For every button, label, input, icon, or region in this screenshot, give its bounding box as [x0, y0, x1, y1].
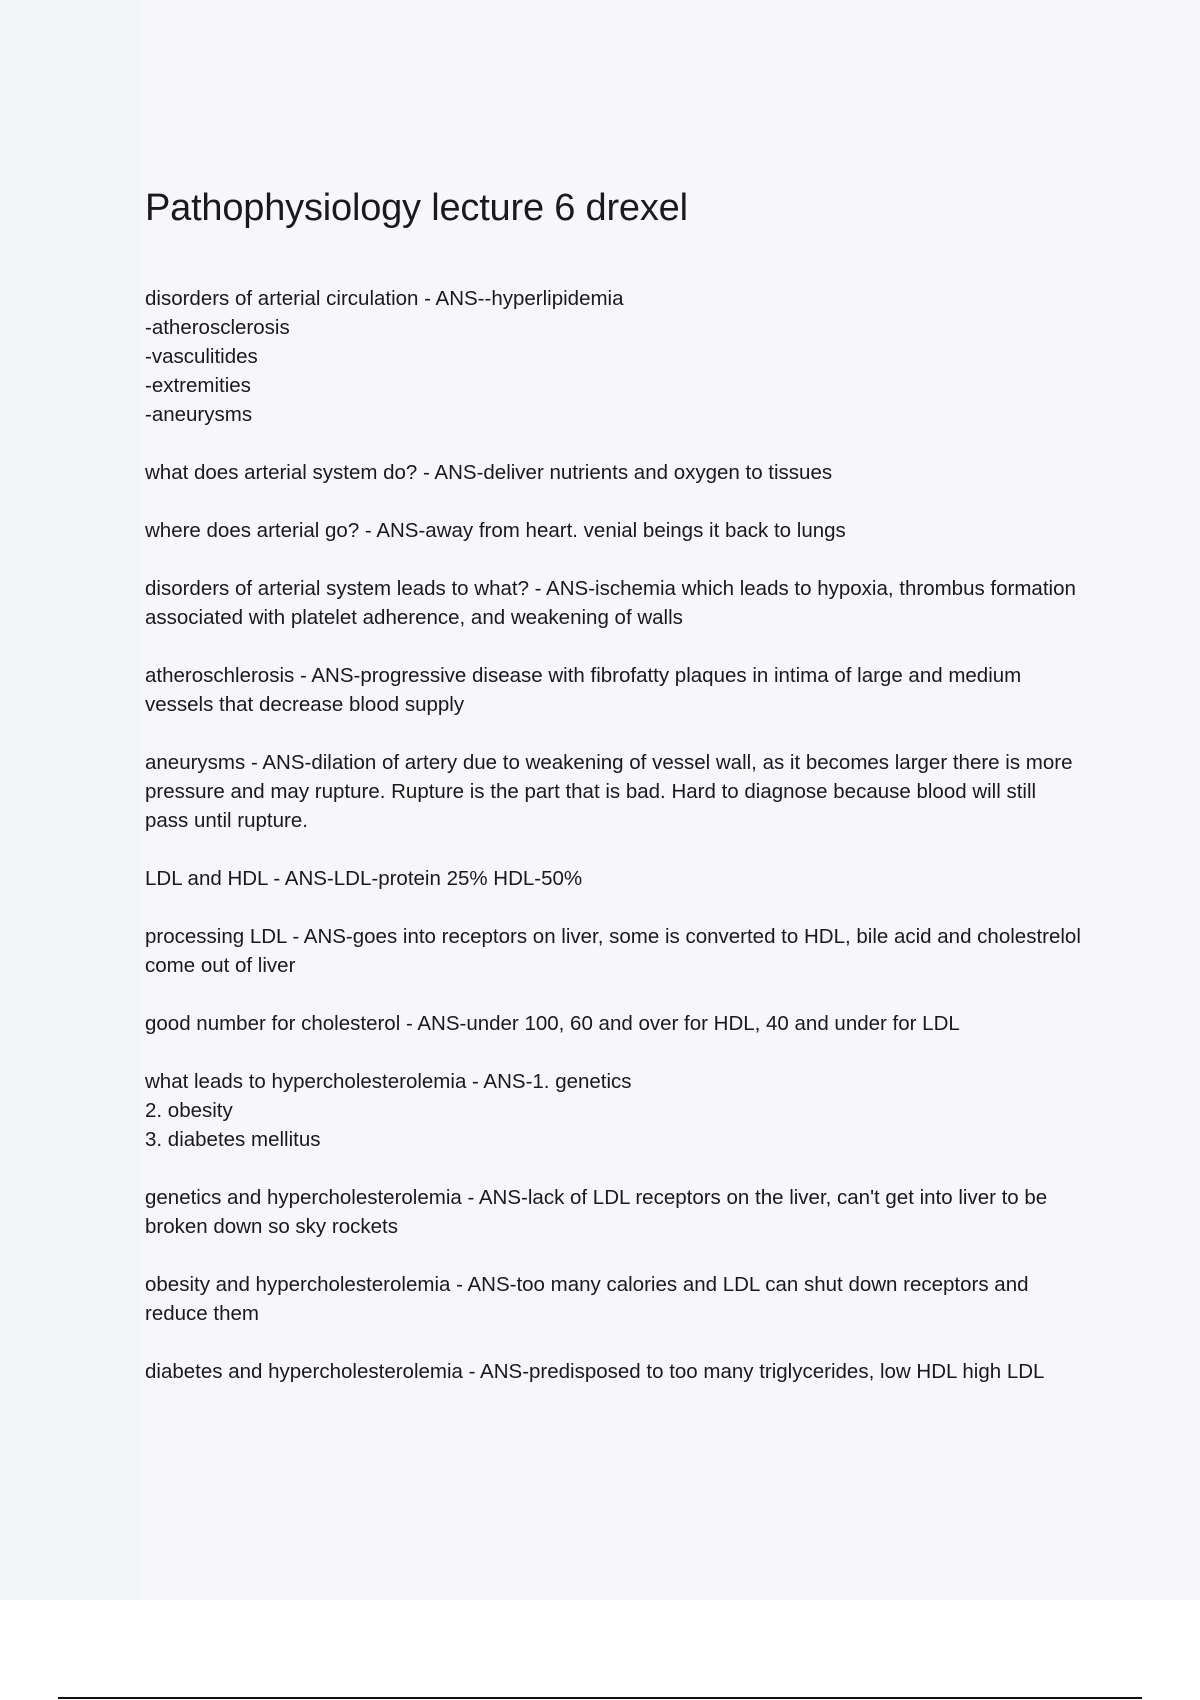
entry-genetics: genetics and hypercholesterolemia - ANS-lack of LDL receptors on the liver, can't get into liver to be broken down so sky rockets: [145, 1186, 1053, 1238]
entry-arterial-direction: where does arterial go? - ANS-away from heart. venial beings it back to lungs: [145, 519, 846, 542]
entry-aneurysms: aneurysms - ANS-dilation of artery due to weakening of vessel wall, as it becomes larger there is more pressure and may rupture. Rupture is the part that is bad. Hard to diagnose because blood will still pass until rupture.: [145, 751, 1079, 832]
document-title: Pathophysiology lecture 6 drexel: [145, 187, 688, 229]
footer-divider: [58, 1697, 1142, 1699]
entry-processing-ldl: processing LDL - ANS-goes into receptors on liver, some is converted to HDL, bile acid and cholestrelol come out of liver: [145, 925, 1087, 977]
entry-cholesterol-numbers: good number for cholesterol - ANS-under 100, 60 and over for HDL, 40 and under for LDL: [145, 1012, 960, 1035]
entry-diabetes: diabetes and hypercholesterolemia - ANS-predisposed to too many triglycerides, low HDL high LDL: [145, 1360, 1045, 1383]
entry-arterial-function: what does arterial system do? - ANS-deliver nutrients and oxygen to tissues: [145, 461, 833, 484]
entry-arterial-consequences: disorders of arterial system leads to what? - ANS-ischemia which leads to hypoxia, thrombus formation associated with platelet adherence, and weakening of walls: [145, 577, 1082, 629]
page-margin: [0, 0, 142, 1600]
entry-hypercholesterolemia-causes: what leads to hypercholesterolemia - ANS-1. genetics 2. obesity 3. diabetes mellitus: [145, 1070, 632, 1151]
entry-ldl-hdl: LDL and HDL - ANS-LDL-protein 25% HDL-50%: [145, 867, 583, 890]
entry-arterial-disorders: disorders of arterial circulation - ANS--hyperlipidemia -atherosclerosis -vasculitides -extremities -aneurysms: [145, 287, 624, 426]
document-content: [145, 182, 1085, 1415]
entry-obesity: obesity and hypercholesterolemia - ANS-too many calories and LDL can shut down receptors and reduce them: [145, 1273, 1035, 1325]
entry-atherosclerosis: atheroschlerosis - ANS-progressive disease with fibrofatty plaques in intima of large and medium vessels that decrease blood supply: [145, 664, 1027, 716]
